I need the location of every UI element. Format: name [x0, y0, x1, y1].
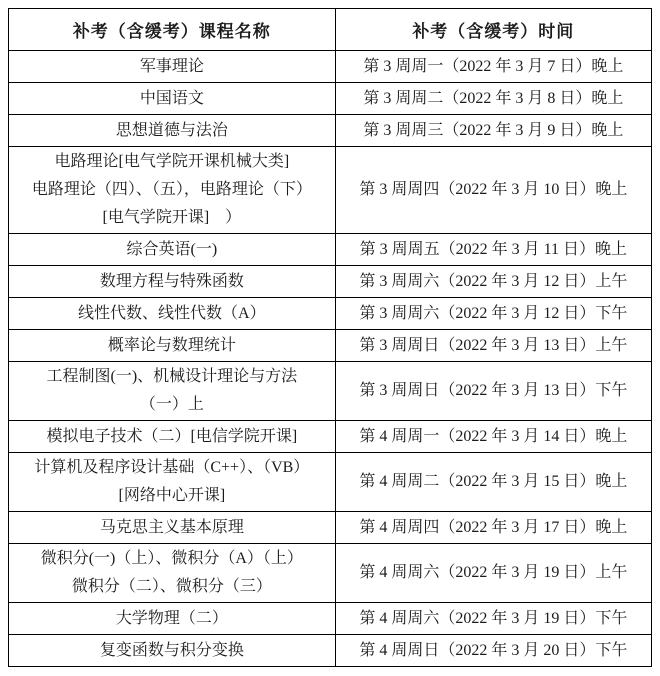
course-name-line: [电气学院开课] ） [102, 209, 242, 226]
course-name-cell [9, 453, 336, 512]
course-name-cell [9, 234, 336, 266]
column-header-course: 补考（含缓考）课程名称 [9, 9, 336, 51]
course-name-cell [9, 147, 336, 234]
exam-time-cell: 第 3 周周三（2022 年 3 月 9 日）晚上 [335, 115, 651, 147]
exam-time-cell: 第 3 周周二（2022 年 3 月 8 日）晚上 [335, 83, 651, 115]
table-body [9, 51, 652, 667]
course-name-cell [9, 115, 336, 147]
table-row [9, 603, 652, 635]
table-row [9, 453, 652, 512]
course-name-line: 微积分（二）、微积分（三） [71, 578, 272, 595]
table-row [9, 83, 652, 115]
course-name-cell [9, 51, 336, 83]
course-name-line: 线性代数、线性代数（A） [78, 304, 266, 322]
table-row [9, 51, 652, 83]
course-name-line: [网络中心开课] [118, 487, 226, 504]
table-row [9, 147, 652, 234]
column-header-time: 补考（含缓考）时间 [335, 9, 651, 51]
table-row [9, 544, 652, 603]
course-name-cell [9, 362, 336, 421]
exam-time-cell: 第 3 周周五（2022 年 3 月 11 日）晚上 [335, 234, 651, 266]
table-row [9, 330, 652, 362]
course-name-line: 思想道德与法治 [115, 121, 228, 139]
course-name-line: 军事理论 [139, 57, 204, 75]
exam-time-cell: 第 4 周周六（2022 年 3 月 19 日）上午 [335, 544, 651, 603]
course-name-cell [9, 330, 336, 362]
exam-time-cell: 第 4 周周二（2022 年 3 月 15 日）晚上 [335, 453, 651, 512]
course-name-cell [9, 266, 336, 298]
course-name-line: 概率论与数理统计 [107, 336, 236, 354]
course-name-line: 电路理论（四）、（五），电路理论（下） [31, 181, 312, 198]
table-row [9, 362, 652, 421]
table-row [9, 266, 652, 298]
course-name-line: 中国语文 [139, 89, 204, 107]
course-name-cell [9, 83, 336, 115]
exam-time-cell: 第 3 周周日（2022 年 3 月 13 日）下午 [335, 362, 651, 421]
exam-time-cell: 第 4 周周四（2022 年 3 月 17 日）晚上 [335, 512, 651, 544]
exam-time-cell: 第 3 周周一（2022 年 3 月 7 日）晚上 [335, 51, 651, 83]
course-name-line: 复变函数与积分变换 [99, 641, 244, 659]
course-name-line: 大学物理（二） [115, 609, 228, 627]
course-name-cell [9, 421, 336, 453]
course-name-line: 马克思主义基本原理 [99, 518, 244, 536]
exam-schedule-table [8, 8, 652, 667]
course-name-line: （一）上 [139, 396, 204, 413]
exam-time-cell: 第 3 周周四（2022 年 3 月 10 日）晚上 [335, 147, 651, 234]
exam-time-cell: 第 3 周周六（2022 年 3 月 12 日）下午 [335, 298, 651, 330]
course-name-cell [9, 603, 336, 635]
course-name-cell [9, 512, 336, 544]
course-name-line: 综合英语(一) [126, 240, 218, 258]
table-row [9, 298, 652, 330]
course-name-line: 计算机及程序设计基础（C++）、（VB） [34, 459, 310, 476]
course-name-cell [9, 298, 336, 330]
course-name-line: 微积分(一)（上）、微积分（A）（上） [40, 550, 303, 567]
course-name-line: 电路理论[电气学院开课机械大类] [54, 153, 290, 170]
course-name-line: 数理方程与特殊函数 [99, 272, 244, 290]
exam-time-cell: 第 4 周周六（2022 年 3 月 19 日）下午 [335, 603, 651, 635]
header-row [9, 9, 652, 51]
table-row [9, 115, 652, 147]
course-name-line: 工程制图(一)、机械设计理论与方法 [46, 368, 298, 385]
course-name-line: 模拟电子技术（二）[电信学院开课] [46, 427, 298, 445]
exam-time-cell: 第 4 周周日（2022 年 3 月 20 日）下午 [335, 635, 651, 667]
exam-time-cell: 第 3 周周日（2022 年 3 月 13 日）上午 [335, 330, 651, 362]
exam-time-cell: 第 3 周周六（2022 年 3 月 12 日）上午 [335, 266, 651, 298]
course-name-cell [9, 544, 336, 603]
table-row [9, 635, 652, 667]
table-row [9, 512, 652, 544]
exam-time-cell: 第 4 周周一（2022 年 3 月 14 日）晚上 [335, 421, 651, 453]
table-row [9, 234, 652, 266]
table-row [9, 421, 652, 453]
course-name-cell [9, 635, 336, 667]
